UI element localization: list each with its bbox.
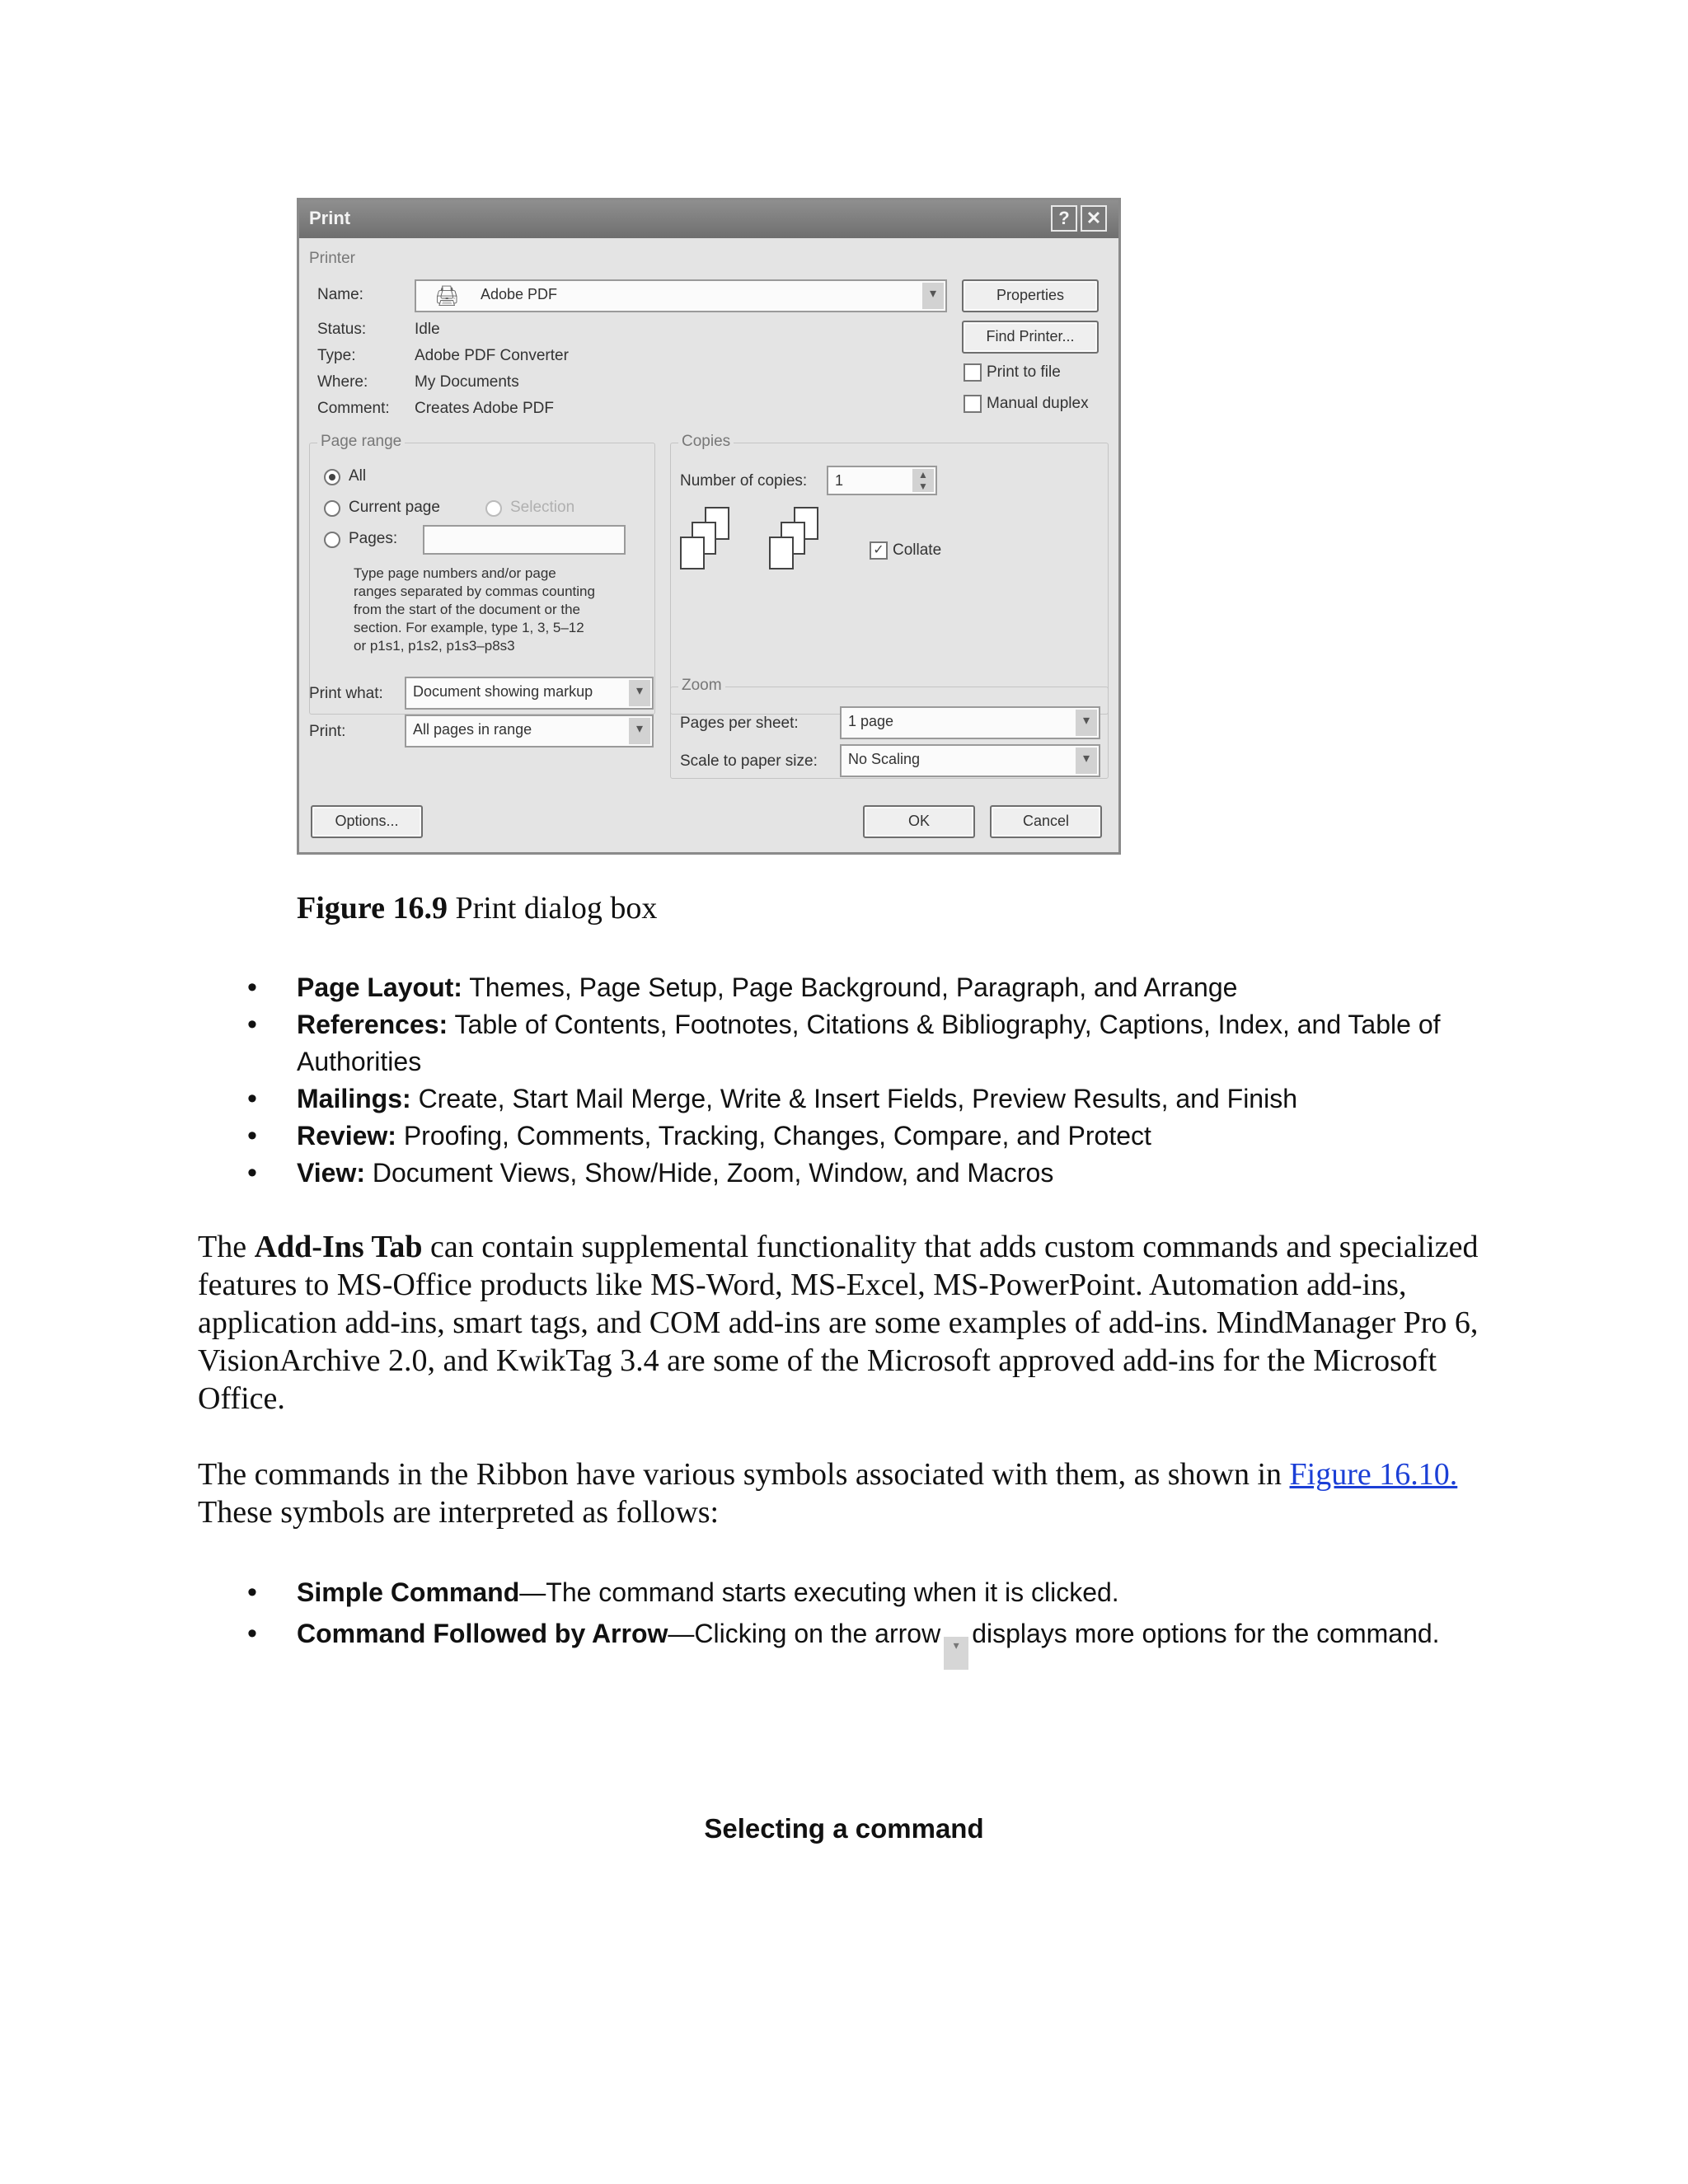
printer-name-value: Adobe PDF: [481, 286, 558, 302]
list-item-desc: Themes, Page Setup, Page Background, Paragraph, and Arrange: [462, 972, 1238, 1002]
printer-name-select[interactable]: [415, 279, 947, 312]
status-label: Status:: [317, 321, 367, 338]
number-of-copies-label: Number of copies:: [680, 472, 808, 490]
pages-per-sheet-select[interactable]: [840, 706, 1100, 739]
range-all-radio[interactable]: [324, 469, 340, 485]
print-value: All pages in range: [413, 721, 532, 738]
status-value: Idle: [415, 321, 440, 338]
list-item-desc: Create, Start Mail Merge, Write & Insert Fields, Preview Results, and Finish: [410, 1084, 1297, 1113]
list-item-desc: Document Views, Show/Hide, Zoom, Window, and Macros: [365, 1158, 1054, 1188]
addins-tab-term: Add-Ins Tab: [254, 1230, 423, 1264]
pages-per-sheet-value: 1 page: [848, 713, 894, 729]
close-icon[interactable]: ✕: [1081, 205, 1107, 232]
cancel-button[interactable]: Cancel: [990, 805, 1102, 838]
range-selection-label: Selection: [510, 499, 575, 516]
chevron-down-icon: ▾: [1076, 748, 1097, 774]
options-button[interactable]: Options...: [311, 805, 423, 838]
comment-label: Comment:: [317, 400, 390, 417]
type-value: Adobe PDF Converter: [415, 347, 569, 364]
list-item-desc: Proofing, Comments, Tracking, Changes, Compare, and Protect: [396, 1121, 1151, 1151]
range-help-text: Type page numbers and/or page ranges separated by commas counting from the start of the document or the section. For example, type 1, 3, 5–12 or p1s1, p1s2, p1s3–p8s3: [354, 565, 595, 654]
properties-button[interactable]: Properties: [962, 279, 1099, 312]
collated-pages-icon: [769, 507, 851, 589]
manual-duplex-label: Manual duplex: [987, 395, 1089, 412]
pages-per-sheet-label: Pages per sheet:: [680, 715, 799, 732]
page-range-label: Page range: [317, 433, 405, 451]
list-item-term: Mailings:: [297, 1084, 411, 1113]
chevron-down-icon: ▾: [629, 718, 650, 744]
dropdown-arrow-icon: ▾: [944, 1637, 968, 1670]
dialog-title: Print: [309, 208, 351, 228]
section-heading: Selecting a command: [704, 1813, 984, 1844]
uncollated-pages-icon: [680, 507, 762, 589]
symbols-paragraph: The commands in the Ribbon have various symbols associated with them, as shown in Figure 16.10. These symbols are interpreted as follows:: [198, 1457, 1458, 1530]
symbols-list: [247, 1569, 1459, 1670]
spin-arrows-icon[interactable]: ▲ ▼: [912, 469, 934, 492]
ok-button[interactable]: OK: [863, 805, 975, 838]
list-item: [247, 1080, 1459, 1118]
list-item: [247, 1155, 1459, 1192]
list-item: [247, 1569, 1459, 1615]
print-what-value: Document showing markup: [413, 683, 593, 700]
list-item-term: References:: [297, 1010, 448, 1039]
ribbon-tabs-list: [247, 969, 1459, 1192]
scale-value: No Scaling: [848, 751, 921, 767]
range-pages-label: Pages:: [349, 530, 398, 547]
addins-paragraph: The Add-Ins Tab can contain supplemental functionality that adds custom commands and specialized features to MS-Office products like MS-Word, MS-Excel, MS-PowerPoint. Automation add-ins, application add-ins, smart tags, and COM add-ins are some examples of add-ins. MindManager Pro 6, VisionArchive 2.0, and KwikTag 3.4 are some of the Microsoft approved add-ins for the Microsoft Office.: [198, 1230, 1479, 1416]
copies-stepper[interactable]: [827, 466, 937, 495]
list-item-desc: —The command starts executing when it is clicked.: [519, 1577, 1119, 1607]
list-item: [247, 1006, 1459, 1080]
collate-label: Collate: [893, 541, 942, 559]
list-item-desc: Table of Contents, Footnotes, Citations & Bibliography, Captions, Index, and Table of Authorities: [297, 1010, 1441, 1076]
print-what-select[interactable]: [405, 677, 654, 710]
range-pages-radio[interactable]: [324, 532, 340, 548]
type-label: Type:: [317, 347, 356, 364]
figure-caption-text: Print dialog box: [447, 891, 658, 926]
copies-value: 1: [835, 472, 844, 489]
list-item-term: View:: [297, 1158, 365, 1188]
name-label: Name:: [317, 286, 363, 303]
manual-duplex-checkbox[interactable]: [964, 395, 982, 413]
list-item: [247, 969, 1459, 1006]
print-to-file-label: Print to file: [987, 363, 1061, 381]
scale-label: Scale to paper size:: [680, 752, 818, 770]
print-label: Print:: [309, 723, 346, 740]
where-value: My Documents: [415, 373, 519, 391]
figure-link[interactable]: Figure 16.10.: [1289, 1457, 1458, 1492]
list-item-term: Command Followed by Arrow: [297, 1619, 668, 1648]
figure-caption: [297, 890, 657, 926]
list-item: [247, 1615, 1459, 1670]
list-item-term: Page Layout:: [297, 972, 462, 1002]
list-item-desc-continued: displays more options for the command.: [972, 1619, 1440, 1648]
printer-group-label: Printer: [309, 250, 355, 267]
pages-input[interactable]: [423, 525, 626, 555]
chevron-down-icon: ▾: [922, 283, 944, 309]
figure-number: Figure 16.9: [297, 891, 448, 926]
where-label: Where:: [317, 373, 368, 391]
print-to-file-checkbox[interactable]: [964, 363, 982, 382]
range-selection-radio: [485, 500, 502, 517]
print-dialog-screenshot: [297, 198, 1121, 855]
chevron-down-icon: ▾: [629, 680, 650, 706]
dialog-title-bar: [299, 200, 1118, 238]
list-item-term: Review:: [297, 1121, 396, 1151]
print-select[interactable]: [405, 715, 654, 748]
find-printer-button[interactable]: Find Printer...: [962, 321, 1099, 354]
copies-label: Copies: [678, 433, 734, 451]
comment-value: Creates Adobe PDF: [415, 400, 554, 417]
print-what-label: Print what:: [309, 685, 383, 702]
range-current-radio[interactable]: [324, 500, 340, 517]
help-icon[interactable]: ?: [1051, 205, 1077, 232]
list-item-desc: —Clicking on the arrow: [668, 1619, 941, 1648]
scale-select[interactable]: [840, 744, 1100, 777]
list-item: [247, 1118, 1459, 1155]
printer-icon: 🖨: [434, 285, 460, 307]
range-current-label: Current page: [349, 499, 440, 516]
list-item-term: Simple Command: [297, 1577, 520, 1607]
range-all-label: All: [349, 467, 367, 485]
chevron-down-icon: ▾: [1076, 710, 1097, 736]
collate-checkbox[interactable]: ✓: [870, 541, 888, 560]
zoom-label: Zoom: [678, 677, 725, 695]
